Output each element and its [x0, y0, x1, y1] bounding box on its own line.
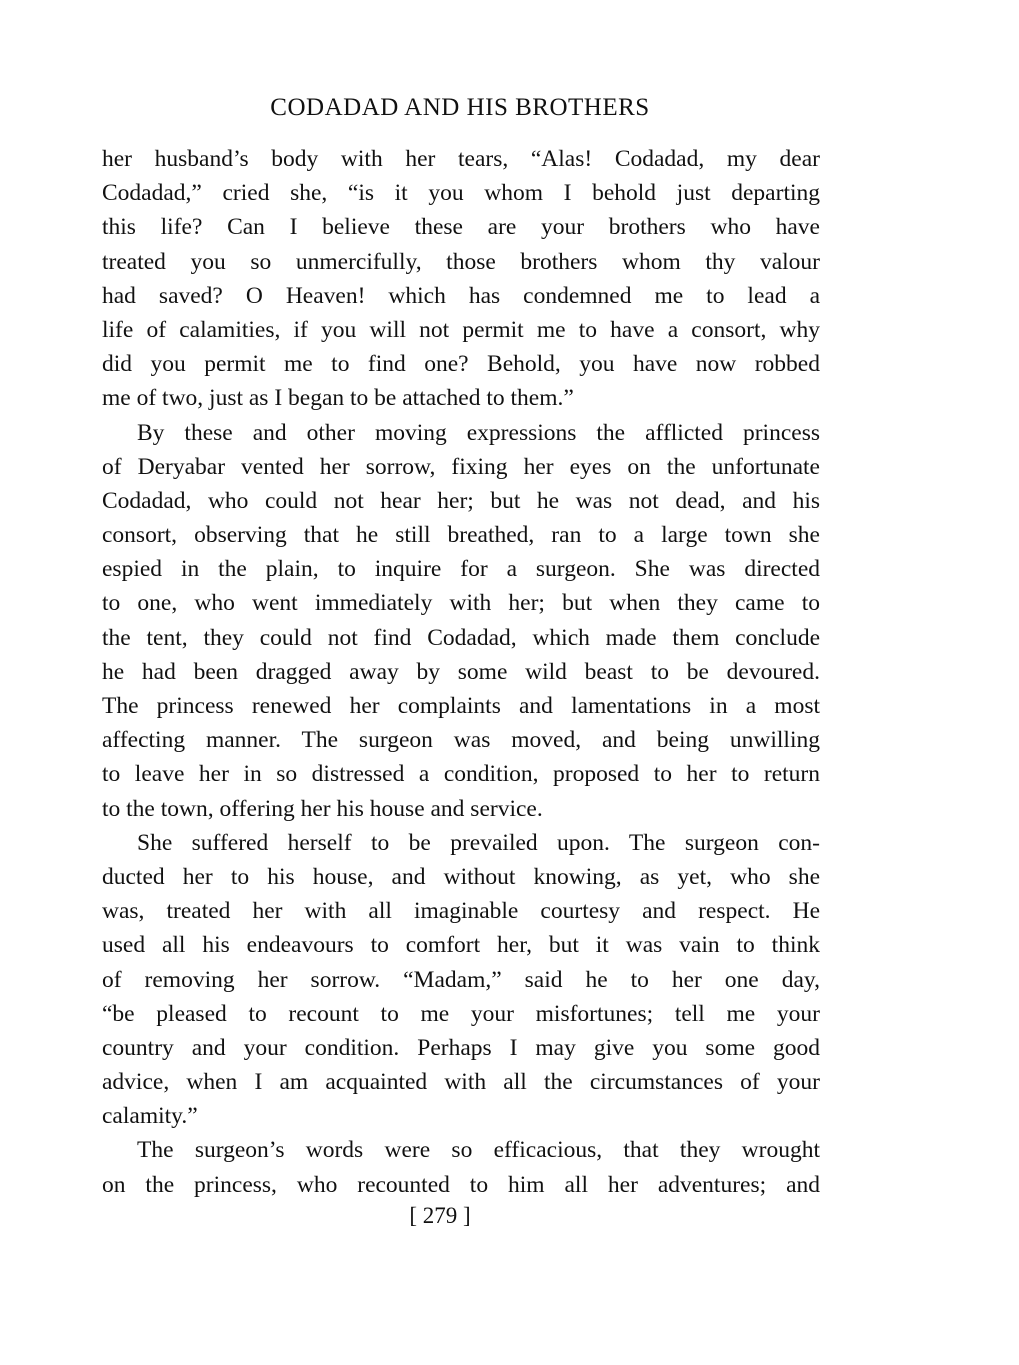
text-line: of removing her sorrow. “Madam,” said he to her one day,: [102, 966, 820, 993]
text-line: treated you so unmercifully, those brothers whom thy valour: [102, 248, 820, 275]
text-line: affecting manner. The surgeon was moved, and being unwilling: [102, 727, 820, 754]
text-line: The surgeon’s words were so efficacious, that they wrought: [137, 1137, 820, 1164]
text-line: life of calamities, if you will not permit me to have a consort, why: [102, 316, 820, 343]
text-line: calamity.”: [102, 1103, 198, 1130]
text-line: By these and other moving expressions the afflicted princess: [137, 419, 820, 446]
text-line: She suffered herself to be prevailed upon. The surgeon con-: [137, 829, 820, 856]
text-line: had saved? O Heaven! which has condemned me to lead a: [102, 282, 820, 309]
text-line: Codadad,” cried she, “is it you whom I behold just departing: [102, 180, 820, 207]
text-line: her husband’s body with her tears, “Alas! Codadad, my dear: [102, 146, 820, 172]
text-line: was, treated her with all imaginable courtesy and respect. He: [102, 898, 820, 925]
text-line: “be pleased to recount to me your misfortunes; tell me your: [102, 1000, 820, 1027]
text-line: The princess renewed her complaints and lamentations in a most: [102, 693, 820, 719]
text-line: Codadad, who could not hear her; but he was not dead, and his: [102, 487, 820, 514]
page-number: [ 279 ]: [409, 1203, 471, 1228]
text-line: on the princess, who recounted to him all her adventures; and: [102, 1171, 820, 1198]
running-header: CODADAD AND HIS BROTHERS: [270, 94, 650, 121]
text-line: espied in the plain, to inquire for a surgeon. She was directed: [102, 556, 820, 583]
text-line: this life? Can I believe these are your brothers who have: [102, 214, 820, 241]
text-line: to the town, offering her his house and service.: [102, 795, 543, 822]
text-line: the tent, they could not find Codadad, which made them conclude: [102, 624, 820, 651]
text-line: used all his endeavours to comfort her, but it was vain to think: [102, 932, 820, 959]
text-line: advice, when I am acquainted with all the circumstances of your: [102, 1069, 820, 1096]
text-line: me of two, just as I began to be attached to them.”: [102, 385, 574, 412]
text-line: of Deryabar vented her sorrow, fixing her eyes on the unfortunate: [102, 453, 820, 480]
text-line: country and your condition. Perhaps I may give you some good: [102, 1034, 820, 1061]
text-line: he had been dragged away by some wild beast to be devoured.: [102, 658, 820, 685]
page-body-text: [102, 142, 820, 1202]
text-line: ducted her to his house, and without knowing, as yet, who she: [102, 863, 820, 890]
text-line: consort, observing that he still breathed, ran to a large town she: [102, 522, 820, 549]
text-line: to leave her in so distressed a condition, proposed to her to return: [102, 761, 820, 788]
text-line: to one, who went immediately with her; but when they came to: [102, 590, 820, 617]
text-line: did you permit me to find one? Behold, you have now robbed: [102, 351, 820, 378]
